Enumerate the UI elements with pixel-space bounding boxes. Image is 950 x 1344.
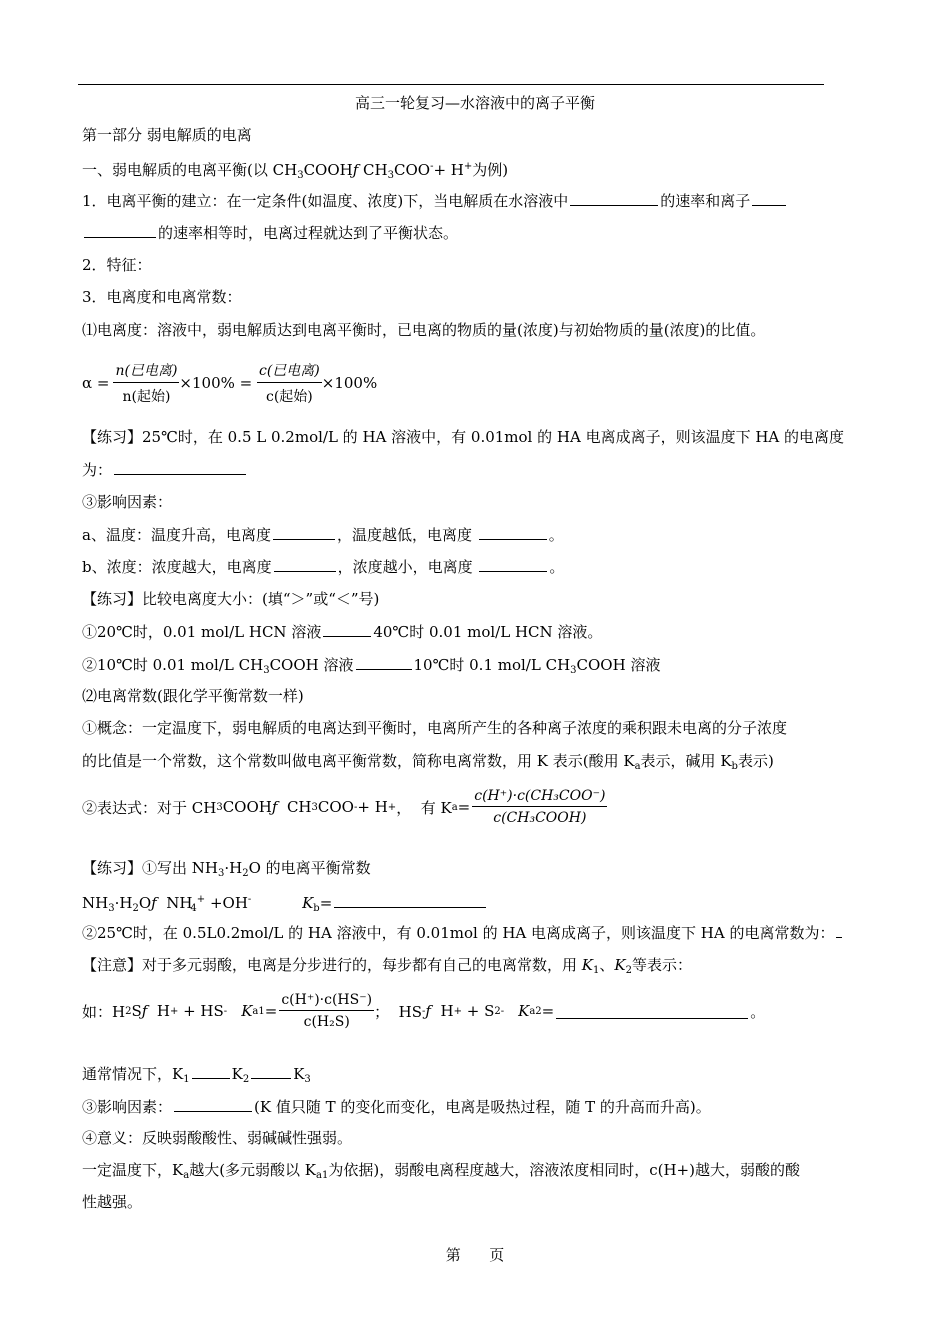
item-1-line-1: 1．电离平衡的建立：在一定条件(如温度、浓度)下，当电解质在水溶液中 的速率和离子 xyxy=(82,190,788,211)
exercise-2-heading: 【练习】比较电离度大小：(填“＞”或“＜”号) xyxy=(82,590,380,608)
item-3: 3．电离度和电离常数： xyxy=(82,288,242,306)
section-one-heading: 一、弱电解质的电离平衡(以 $CH_3COOHƒ$ $CH_3COO^-+ H^+$为例) xyxy=(82,161,509,181)
exercise-1-line-1: 【练习】25℃时，在 0.5 L 0.2mol/L 的 HA 溶液中，有 0.01mol 的 HA 电离成离子，则该温度下 HA 的电离度 xyxy=(82,428,845,446)
item-1-line-2: 的速率相等时，电离过程就达到了平衡状态。 xyxy=(82,222,458,243)
conclusion-line-2: 性越强。 xyxy=(82,1193,143,1211)
factors-k: ③影响因素： (K 值只随 T 的变化而变化，电离是吸热过程，随 T 的升高而升高)。 xyxy=(82,1098,711,1116)
factors-heading: ③影响因素： xyxy=(82,493,173,511)
h2s-equation: 如：H 2 S ƒ H + + HS - K a1 = $\frac{c(H^+)\cdot c(HS^-)}{\text{c(H₂S)}}$ ； HS - ƒ H + + S 2- K a2 = 。 xyxy=(82,992,766,1030)
part-heading: 第一部分 弱电解质的电离 xyxy=(82,126,252,144)
header-rule xyxy=(78,84,824,85)
nh3-equation: $NH_3\cdot H_2Oƒ$ $NH_4^+ +OH^-$ $K_b=$ xyxy=(82,890,488,919)
ionization-constant-heading: ⑵电离常数(跟化学平衡常数一样) xyxy=(82,687,304,705)
item-2: 2．特征： xyxy=(82,256,152,274)
exercise-2-item-2: ②10℃时 0.01 mol/L $CH_3COOH$ 溶液 10℃时 0.1 mol/L $CH_3COOH$ 溶液 xyxy=(82,656,661,676)
page-footer: 第 页 xyxy=(445,1246,505,1264)
exercise-2-item-1: ①20℃时，0.01 mol/L HCN 溶液 40℃时 0.01 mol/L HCN 溶液。 xyxy=(82,623,603,641)
usual-order: 通常情况下，$K_1$ $K_2$ $K_3$ xyxy=(82,1065,311,1085)
conclusion-line-1: 一定温度下，$K_a$越大(多元弱酸以 $K_{a1}$为依据)，弱酸电离程度越大，溶液浓度相同时，c(H+)越大，弱酸的酸 xyxy=(82,1161,800,1181)
ka-expression: ②表达式：对于 CH 3 COOH ƒ CH 3 COO - + H + ， 有 K a = $\frac{\text{c(H⁺)·c(CH₃COO⁻)}}{\text{c(CH₃COOH)}}$ xyxy=(82,788,606,826)
factor-concentration: b、浓度：浓度越大，电离度 ，浓度越小，电离度 。 xyxy=(82,558,565,576)
page-title: 高三一轮复习—水溶液中的离子平衡 xyxy=(354,94,595,112)
alpha-formula: α = $\frac{\text{n(已电离)}}{\text{n(起始)}}$ ×100% = $\frac{\text{c(已电离)}}{\text{c(起始)}}$ ×100% xyxy=(82,360,377,406)
ionization-degree-definition: ⑴电离度：溶液中，弱电解质达到电离平衡时，已电离的物质的量(浓度)与初始物质的量(浓度)的比值。 xyxy=(82,321,766,339)
exercise-3-item-2: ②25℃时，在 0.5L0.2mol/L 的 HA 溶液中，有 0.01mol 的 HA 电离成离子，则该温度下 HA 的电离常数为： xyxy=(82,922,844,943)
meaning: ④意义：反映弱酸酸性、弱碱碱性强弱。 xyxy=(82,1129,353,1147)
concept-line-2: 的比值是一个常数，这个常数叫做电离平衡常数，简称电离常数，用 K 表示(酸用 $K_a$表示，碱用 $K_b$表示) xyxy=(82,752,774,772)
note-polyprotic: 【注意】对于多元弱酸，电离是分步进行的，每步都有自己的电离常数，用 $K_1$、$K_2$等表示： xyxy=(82,956,692,976)
concept-line-1: ①概念：一定温度下，弱电解质的电离达到平衡时，电离所产生的各种离子浓度的乘积跟未电离的分子浓度 xyxy=(82,719,788,737)
factor-temperature: a、温度：温度升高，电离度 ，温度越低，电离度 。 xyxy=(82,526,564,544)
exercise-3-heading: 【练习】①写出 $NH_3\cdot H_2O$ 的电离平衡常数 xyxy=(82,859,371,879)
exercise-1-line-2: 为： xyxy=(82,459,248,480)
